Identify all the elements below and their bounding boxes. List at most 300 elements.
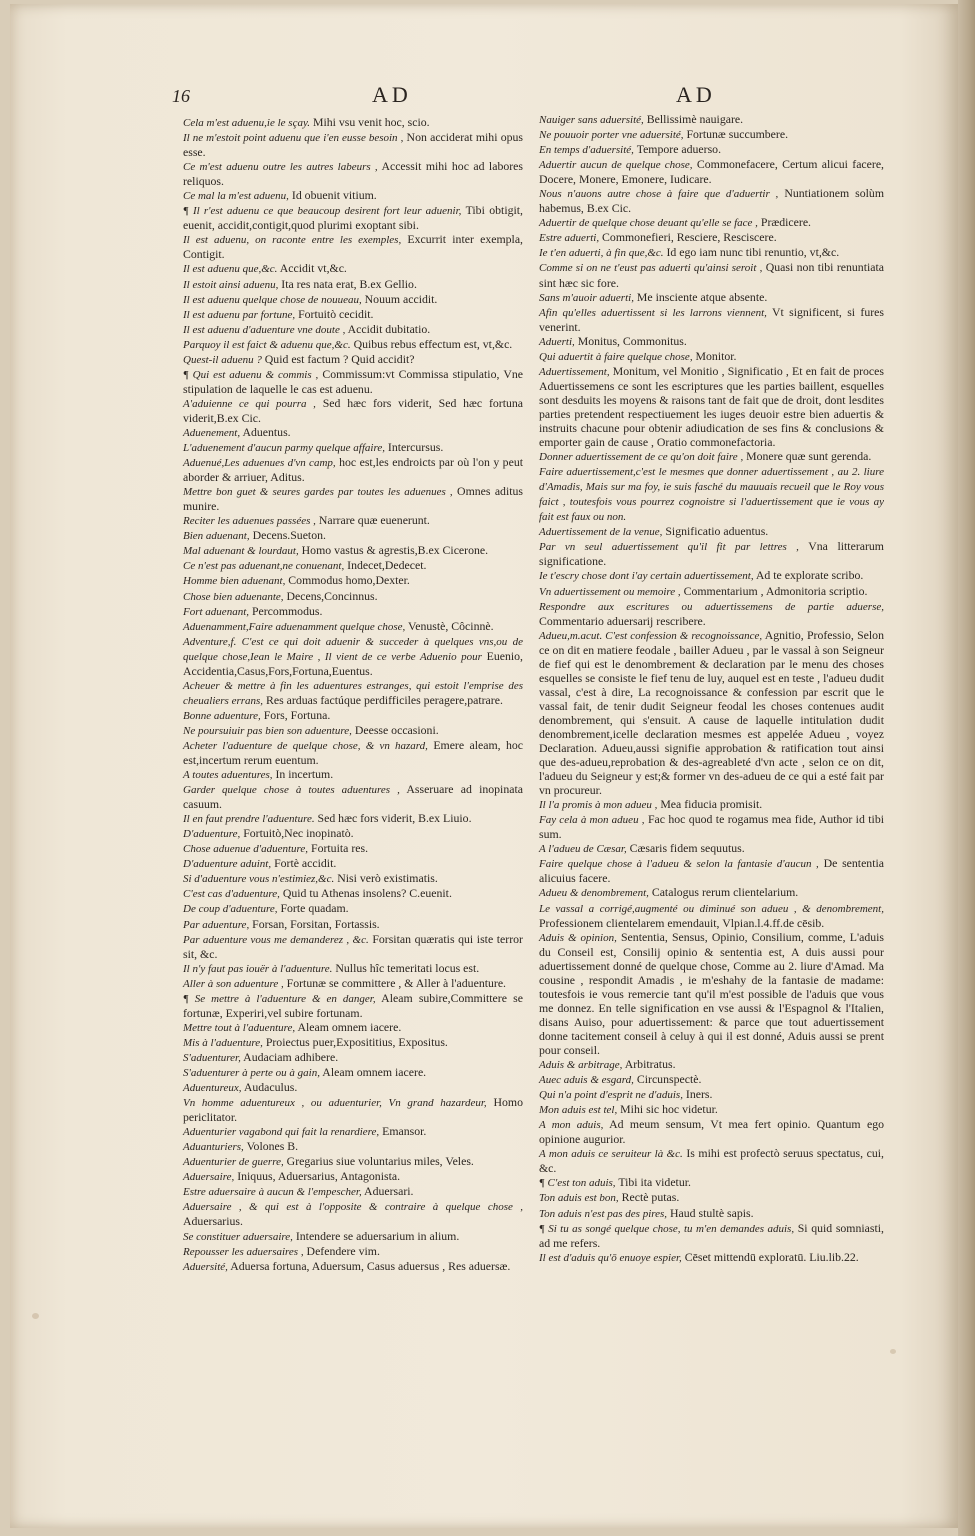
- dictionary-entry: [183, 991, 523, 1020]
- latin-gloss: Sententia, Sensus, Opinio, Consilium, comme, L'aduis du Conseil est, Consilij opinio & sententia est, A duis aussi pour aduertissement donné de quelque chose, Comme au 2. liure d'Amad. Ma cousine , respondit Amadis , ie m'eshahy de la fantasie de madame: toutesfois ie vous remercie tant qu'il m'est possible de l'aduis que vous me donnez. En telle signification en vse aussi & l'Espagnol & l'Italien, disans Auiso, pour aduertissement: & parce que tout aduertissement donne tacitement conseil à celuy à qui il est donné, Aduis aussi se prent pour conseil.: [539, 929, 884, 1057]
- latin-gloss: Venustè, Côcinnè.: [408, 618, 494, 633]
- latin-gloss: Monitus, Commonitus.: [577, 333, 687, 348]
- dictionary-entry: [183, 159, 523, 188]
- french-phrase: Aduertir aucun de quelque chose,: [539, 159, 693, 172]
- latin-gloss: Cēset mittendū exploratū. Liu.lib.22.: [684, 1249, 859, 1264]
- dictionary-entry: [183, 1154, 523, 1169]
- dictionary-entry: [183, 261, 523, 276]
- dictionary-entry: [183, 484, 523, 513]
- latin-gloss: Euenio, Accidentia,Casus,Fors,Fortuna,Euentus.: [183, 648, 523, 678]
- latin-gloss: Arbitratus.: [624, 1057, 676, 1072]
- french-phrase: Se constituer aduersaire,: [183, 1230, 293, 1243]
- dictionary-entry: [539, 1250, 884, 1265]
- latin-gloss: Proiectus puer,Exposititius, Expositus.: [265, 1034, 448, 1049]
- running-head-right: AD: [676, 82, 716, 107]
- french-phrase: Mis à l'aduenture,: [183, 1036, 263, 1049]
- dictionary-entry: [539, 841, 884, 856]
- dictionary-entry: [183, 277, 523, 292]
- dictionary-entry: [183, 573, 523, 588]
- french-phrase: Aduenué,Les aduenues d'vn camp,: [183, 457, 336, 470]
- french-phrase: Fort aduenant,: [183, 605, 249, 618]
- dictionary-entry: [183, 738, 523, 767]
- french-phrase: Aduersaire,: [183, 1171, 235, 1184]
- french-phrase: Parquoy il est faict & aduenu que,&c.: [183, 338, 351, 351]
- dictionary-entry: [183, 917, 523, 932]
- french-phrase: Aduenturier de guerre,: [183, 1156, 284, 1169]
- dictionary-entry: [183, 604, 523, 619]
- french-phrase: Aduersité,: [183, 1260, 228, 1273]
- french-phrase: Aduerti,: [539, 335, 575, 348]
- latin-gloss: Forsan, Forsitan, Fortassis.: [252, 916, 380, 931]
- french-phrase: Adueu,m.acut. C'est confession & recognoissance,: [539, 629, 763, 642]
- french-phrase: Il n'y faut pas iouër à l'aduenture.: [183, 962, 333, 975]
- dictionary-entry: [539, 930, 884, 1057]
- latin-gloss: Ad meum sensum, Vt mea fert opinio. Quantum ego opinione augurior.: [539, 1117, 884, 1147]
- latin-gloss: In incertum.: [275, 767, 334, 782]
- dictionary-entry: [183, 871, 523, 886]
- latin-gloss: Fortè accidit.: [274, 856, 337, 871]
- dictionary-entry: [539, 230, 884, 245]
- french-phrase: Ce mal la m'est aduenu,: [183, 190, 289, 203]
- french-phrase: De coup d'aduenture,: [183, 903, 278, 916]
- french-phrase: Le vassal a corrigé,augmenté ou diminué son adueu , & denombrement,: [539, 902, 884, 915]
- dictionary-entry: [539, 797, 884, 812]
- dictionary-entry: [183, 901, 523, 916]
- french-phrase: Adventure,f. C'est ce qui doit aduenir & succeder à quelques vns,ou de quelque chose,Iean le Maire , Il vient de ce verbe Aduenio pour: [183, 635, 523, 663]
- french-phrase: Ce n'est pas aduenant,ne conuenant,: [183, 560, 345, 573]
- dictionary-entry: [539, 568, 884, 583]
- dictionary-entry: [539, 1206, 884, 1221]
- french-phrase: ¶ Si tu as songé quelque chose, tu m'en demandes aduis,: [539, 1222, 795, 1235]
- dictionary-entry: [183, 767, 523, 782]
- french-phrase: ¶ C'est ton aduis,: [539, 1177, 616, 1190]
- dictionary-entry: [183, 634, 523, 678]
- dictionary-entry: [539, 349, 884, 364]
- latin-gloss: Aleam omnem iacere.: [322, 1065, 427, 1079]
- french-phrase: Ton aduis n'est pas des pires,: [539, 1207, 668, 1220]
- latin-gloss: Homo periclitator.: [183, 1095, 523, 1125]
- latin-gloss: Cæsaris fidem sequutus.: [629, 841, 745, 856]
- dictionary-entry: [183, 322, 523, 337]
- french-phrase: Il ne m'estoit point aduenu que i'en eusse besoin ,: [183, 132, 404, 145]
- dictionary-entry: [539, 1146, 884, 1175]
- dictionary-entry: [183, 307, 523, 322]
- french-phrase: Qui aduertit à faire quelque chose,: [539, 350, 693, 363]
- dictionary-entry: [183, 1050, 523, 1065]
- french-phrase: Comme si on ne t'eust pas aduerti qu'ainsi seroit ,: [539, 262, 763, 275]
- latin-gloss: Haud stultè sapis.: [670, 1205, 754, 1220]
- french-phrase: Mal aduenant & lourdaut,: [183, 545, 299, 558]
- french-phrase: Aduenturier vagabond qui fait la renardiere,: [183, 1126, 380, 1139]
- latin-gloss: Gregarius siue voluntarius miles, Veles.: [286, 1154, 474, 1169]
- french-phrase: S'aduenturer,: [183, 1051, 241, 1064]
- dictionary-entry: [183, 826, 523, 841]
- french-phrase: A mon aduis ce seruiteur là &c.: [539, 1148, 683, 1161]
- latin-gloss: Emere aleam, hoc est,incertum rerum euentum.: [183, 737, 523, 768]
- french-phrase: Aduertissement de la venue,: [539, 526, 663, 539]
- dictionary-entry: [539, 885, 884, 900]
- french-phrase: Aduenamment,Faire aduenamment quelque chose,: [183, 620, 406, 633]
- latin-gloss: Rectè putas.: [621, 1190, 680, 1205]
- latin-gloss: Catalogus rerum clientelarium.: [651, 885, 799, 900]
- latin-gloss: Id ego iam nunc tibi renuntio, vt,&c.: [666, 245, 840, 260]
- latin-gloss: Mihi sic hoc videtur.: [620, 1102, 718, 1117]
- french-phrase: Chose aduenue d'aduenture,: [183, 843, 309, 856]
- french-phrase: ¶ Se mettre à l'aduenture & en danger,: [183, 992, 376, 1005]
- dictionary-entry: [183, 1244, 523, 1259]
- french-phrase: D'aduenture aduint,: [183, 858, 272, 871]
- dictionary-entry: [183, 1184, 523, 1199]
- french-phrase: Aller à son aduenture ,: [183, 977, 284, 990]
- dictionary-entry: [183, 723, 523, 738]
- french-phrase: Ton aduis est bon,: [539, 1192, 619, 1205]
- latin-gloss: Tibi obtigit, euenit, accidit,contigit,quod plurimi exoptant sibi.: [183, 203, 523, 233]
- dictionary-entry: [183, 856, 523, 871]
- latin-gloss: Quid est factum ? Quid accidit?: [264, 351, 415, 366]
- dictionary-entry: [183, 130, 523, 159]
- dictionary-entry: [183, 619, 523, 634]
- latin-gloss: Decens.Sueton.: [252, 528, 326, 543]
- latin-gloss: Res arduas factúque perdifficiles peragere,patrare.: [266, 692, 503, 707]
- dictionary-entry: [539, 584, 884, 599]
- french-phrase: Il est aduenu d'aduenture vne doute ,: [183, 323, 346, 336]
- french-phrase: Si d'aduenture vous n'estimiez,&c.: [183, 873, 335, 886]
- latin-gloss: Vna litterarum significatione.: [539, 539, 884, 569]
- latin-gloss: Defendere vim.: [306, 1243, 380, 1258]
- french-phrase: Mettre bon guet & seures gardes par toutes les aduenues ,: [183, 486, 453, 499]
- french-phrase: Mon aduis est tel,: [539, 1104, 618, 1117]
- french-phrase: Afin qu'elles aduertissent si les larrons viennent,: [539, 306, 767, 319]
- dictionary-entry: [183, 543, 523, 558]
- latin-gloss: Aduersarius.: [183, 1214, 243, 1229]
- dictionary-entry: [539, 464, 884, 524]
- french-phrase: L'aduenement d'aucun parmy quelque affaire,: [183, 442, 385, 455]
- french-phrase: Aduertissement,: [539, 365, 610, 378]
- left-column: [183, 115, 523, 1274]
- french-phrase: Adueu & denombrement,: [539, 887, 649, 900]
- latin-gloss: Accidit dubitatio.: [347, 321, 431, 336]
- french-phrase: Qui n'a point d'esprit ne d'aduis,: [539, 1089, 683, 1102]
- dictionary-entry: [183, 188, 523, 203]
- dictionary-entry: [539, 628, 884, 798]
- french-phrase: Acheuer & mettre à fin les aduentures estranges, qui estoit l'emprise des cheualiers errans,: [183, 679, 523, 707]
- latin-gloss: Is mihi est profectò seruus spectatus, cui, &c.: [539, 1146, 885, 1176]
- dictionary-entry: [539, 812, 884, 841]
- dictionary-entry: [539, 599, 884, 628]
- dictionary-entry: [183, 1139, 523, 1154]
- dictionary-entry: [539, 856, 884, 885]
- french-phrase: Sans m'auoir aduerti,: [539, 291, 634, 304]
- latin-gloss: Accessit mihi hoc ad labores reliquos.: [183, 159, 523, 189]
- latin-gloss: Fors, Fortuna.: [263, 707, 331, 722]
- latin-gloss: Non acciderat mihi opus esse.: [183, 130, 523, 160]
- latin-gloss: Tibi ita videtur.: [618, 1175, 691, 1190]
- dictionary-entry: [539, 142, 884, 157]
- dictionary-entry: [183, 811, 523, 826]
- french-phrase: A l'adueu de Cæsar,: [539, 843, 627, 856]
- french-phrase: Ne pouuoir porter vne aduersité,: [539, 129, 684, 142]
- french-phrase: C'est cas d'aduenture,: [183, 888, 280, 901]
- latin-gloss: Fortunæ se committere , & Aller à l'aduenture.: [286, 975, 507, 990]
- dictionary-entry: [539, 449, 884, 464]
- dictionary-entry: [183, 203, 523, 232]
- french-phrase: Faire quelque chose à l'adueu & selon la fantasie d'aucun ,: [539, 858, 819, 871]
- latin-gloss: Percommodus.: [251, 603, 323, 618]
- french-phrase: Il est aduenu, on raconte entre les exemples,: [183, 234, 402, 247]
- french-phrase: Ce m'est aduenu outre les autres labeurs ,: [183, 161, 378, 174]
- dictionary-entry: [183, 1259, 523, 1274]
- latin-gloss: Nullus hîc temeritati locus est.: [335, 960, 480, 975]
- dictionary-entry: [183, 232, 523, 261]
- french-phrase: En temps d'aduersité,: [539, 144, 634, 157]
- dictionary-entry: [183, 1229, 523, 1244]
- french-phrase: S'aduenturer à perte ou à gain,: [183, 1067, 320, 1079]
- latin-gloss: Commonefacere, Certum alicui facere, Docere, Monere, Emonere, Iudicare.: [539, 157, 885, 187]
- french-phrase: Estre aduerti,: [539, 232, 600, 245]
- french-phrase: A mon aduis,: [539, 1119, 604, 1132]
- latin-gloss: Iners.: [685, 1087, 713, 1102]
- french-phrase: Il est d'aduis qu'ō enuoye espier,: [539, 1251, 682, 1264]
- latin-gloss: Aduersari.: [364, 1184, 414, 1199]
- latin-gloss: Quasi non tibi renuntiata sint hæc sic fore.: [539, 260, 885, 290]
- dictionary-entry: [539, 524, 884, 539]
- dictionary-entry: [539, 112, 884, 127]
- latin-gloss: Forte quadam.: [280, 901, 349, 916]
- dictionary-entry: [183, 425, 523, 440]
- latin-gloss: Commentarium , Admonitoria scriptio.: [683, 583, 868, 598]
- french-phrase: Donner aduertissement de ce qu'on doit faire ,: [539, 451, 744, 464]
- latin-gloss: Quid tu Athenas insolens? C.euenit.: [282, 886, 452, 901]
- french-phrase: Estre aduersaire à aucun & l'empescher,: [183, 1186, 362, 1199]
- latin-gloss: Nouum accidit.: [364, 291, 438, 306]
- dictionary-entry: [539, 1117, 884, 1146]
- latin-gloss: Bellissimè nauigare.: [646, 112, 744, 126]
- dictionary-entry: [539, 186, 884, 215]
- dictionary-entry: [183, 976, 523, 991]
- french-phrase: Ie t'en aduerti, à fin que,&c.: [539, 247, 664, 260]
- latin-gloss: Monere quæ sunt gerenda.: [746, 449, 872, 464]
- dictionary-entry: [539, 290, 884, 305]
- latin-gloss: Ita res nata erat, B.ex Gellio.: [281, 276, 417, 291]
- latin-gloss: Fortunæ succumbere.: [686, 127, 789, 142]
- latin-gloss: Fortuita res.: [311, 841, 369, 856]
- latin-gloss: Homo vastus & agrestis,B.ex Cicerone.: [301, 543, 489, 558]
- paper-stain: [32, 1313, 39, 1319]
- dictionary-entry: [183, 1124, 523, 1139]
- french-phrase: Auec aduis & esgard,: [539, 1074, 634, 1087]
- french-phrase: Vn aduertissement ou memoire ,: [539, 585, 681, 598]
- latin-gloss: Fac hoc quod te rogamus mea fide, Author id tibi sum.: [539, 812, 884, 842]
- latin-gloss: Aleam subire,Committere se fortunæ, Experiri,vel subire fortunam.: [183, 990, 523, 1020]
- french-phrase: Cela m'est aduenu,ie le sçay.: [183, 117, 310, 129]
- dictionary-entry: [183, 455, 523, 484]
- french-phrase: Il en faut prendre l'aduenture.: [183, 813, 315, 826]
- french-phrase: Respondre aux escritures ou aduertissemens de partie aduerse,: [539, 600, 884, 613]
- latin-gloss: Sed hæc fors viderit, Sed hæc fortuna viderit,B.ex Cic.: [183, 395, 524, 425]
- latin-gloss: Vt significent, si fures venerint.: [539, 304, 884, 334]
- dictionary-entry: [183, 352, 523, 367]
- french-phrase: Ne poursuiuir pas bien son aduenture,: [183, 724, 352, 737]
- dictionary-entry: [183, 1065, 523, 1080]
- latin-gloss: Commodus homo,Dexter.: [288, 573, 410, 588]
- french-phrase: Chose bien aduenante,: [183, 590, 284, 603]
- dictionary-entry: [183, 1020, 523, 1035]
- latin-gloss: Indecet,Dedecet.: [347, 558, 427, 573]
- dictionary-entry: [539, 1072, 884, 1087]
- french-phrase: Bonne aduenture,: [183, 709, 261, 722]
- latin-gloss: Agnitio, Professio, Selon ce on dit en matiere feodale , bailler Adueu , par le vassal à son Seigneur de fief qui est le denombrement & declaration par le menu des choses esquelles se consiste le fief tenu de luy, auquel est en teste , l'adueu dudit vassal, c'est à dire, La recognoissance & confession par escrit que le vassal fait, de tenir dudit Seigneur feodal les choses contenues audit denombrement, qui s'ensuit. A cause de laquelle intitulation dudit denombrement,icelle declaration mesmes est appelée Adueu , voyez Declaration. Adueu,aussi signifie approbation & ratification tout ainsi que des-adueu,reprobation & des-agreableté d'vn acte , selon ce on dit, l'adueu du Seigneur y est;& former vn des-adueu de ce qui a esté fait par vn procureur.: [539, 627, 884, 798]
- latin-gloss: Significatio aduentus.: [665, 524, 769, 539]
- dictionary-entry: [183, 932, 523, 961]
- dictionary-entry: [539, 364, 884, 449]
- french-phrase: Reciter les aduenues passées ,: [183, 515, 316, 528]
- dictionary-entry: [539, 539, 884, 568]
- latin-gloss: Commissum:vt Commissa stipulatio, Vne stipulation de laquelle le cas est aduenu.: [183, 366, 523, 396]
- french-phrase: Mettre tout à l'aduenture,: [183, 1021, 296, 1034]
- dictionary-entry: [539, 260, 884, 289]
- dictionary-entry: [539, 245, 884, 260]
- latin-gloss: Omnes aditus munire.: [183, 484, 523, 514]
- right-column: [539, 112, 884, 1265]
- french-phrase: Il est aduenu que,&c.: [183, 263, 278, 276]
- french-phrase: Aduenement,: [183, 426, 241, 439]
- latin-gloss: Mea fiducia promisit.: [660, 797, 763, 812]
- latin-gloss: Deesse occasioni.: [354, 722, 439, 737]
- french-phrase: Homme bien aduenant,: [183, 575, 286, 588]
- french-phrase: ¶ Il r'est aduenu ce que beaucoup desirent fort leur aduenir,: [183, 205, 462, 218]
- dictionary-entry: [539, 1221, 884, 1250]
- french-phrase: Aduersaire , & qui est à l'opposite & contraire à quelque chose ,: [183, 1201, 523, 1214]
- dictionary-entry: [183, 440, 523, 455]
- latin-gloss: Narrare quæ euenerunt.: [318, 513, 430, 528]
- dictionary-entry: [539, 1087, 884, 1102]
- dictionary-entry: [183, 841, 523, 856]
- dictionary-entry: [539, 157, 884, 186]
- latin-gloss: Commentario aduersarij rescribere.: [539, 613, 706, 628]
- dictionary-entry: [183, 589, 523, 604]
- latin-gloss: Mihi vsu venit hoc, scio.: [312, 115, 430, 129]
- latin-gloss: Excurrit inter exempla, Contigit.: [183, 232, 524, 262]
- french-phrase: D'aduenture,: [183, 828, 241, 841]
- latin-gloss: Quibus rebus effectum est, vt,&c.: [353, 336, 513, 351]
- latin-gloss: Nuntiationem solùm habemus, B.ex Cic.: [539, 186, 885, 216]
- latin-gloss: Commonefieri, Resciere, Resciscere.: [602, 230, 777, 245]
- french-phrase: A toutes aduentures,: [183, 769, 273, 782]
- french-phrase: Ie t'escry chose dont i'ay certain aduertissement,: [539, 570, 754, 583]
- latin-gloss: Ad te explorate scribo.: [755, 568, 864, 583]
- latin-gloss: Decens,Concinnus.: [286, 588, 378, 603]
- french-phrase: Repousser les aduersaires ,: [183, 1245, 304, 1258]
- latin-gloss: Accidit vt,&c.: [279, 261, 347, 276]
- dictionary-entry: [183, 1035, 523, 1050]
- dictionary-entry: [539, 1175, 884, 1190]
- latin-gloss: Audaculus.: [243, 1080, 298, 1095]
- latin-gloss: Fortuitò cecidit.: [298, 306, 374, 321]
- french-phrase: Par aduenture vous me demanderez , &c.: [183, 933, 369, 946]
- page-edge: [958, 0, 975, 1536]
- french-phrase: Aduis & opinion,: [539, 931, 617, 944]
- dictionary-entry: [183, 1080, 523, 1095]
- dictionary-entry: [539, 1190, 884, 1205]
- latin-gloss: Intendere se aduersarium in alium.: [295, 1228, 460, 1243]
- latin-gloss: Me insciente atque absente.: [636, 289, 768, 304]
- latin-gloss: Iniquus, Aduersarius, Antagonista.: [237, 1169, 401, 1184]
- paper-stain: [890, 1349, 896, 1354]
- latin-gloss: Professionem clientelarem emendauit, Vlpian.l.4.ff.de cēsib.: [539, 915, 825, 930]
- page-number: 16: [172, 86, 190, 106]
- latin-gloss: Prædicere.: [760, 215, 812, 230]
- latin-gloss: Monitum, vel Monitio , Significatio , Et en fait de proces Aduertissemens ce sont les escriptures que les parties baillent, esquelles sont desduits les moyens & raisons tant de fait que de droit, dont lesdites parties pretendent respectiuement les iuges deuoir estre bien aduertis & instruits chacune pour obtenir adiudication de ses fins & conclusions & emporter gain de cause , Oratio commonefactoria.: [539, 363, 884, 450]
- dictionary-entry: [183, 1095, 523, 1124]
- latin-gloss: Asseruare ad inopinata casuum.: [183, 782, 523, 812]
- latin-gloss: Emansor.: [382, 1124, 427, 1139]
- dictionary-entry: [539, 215, 884, 230]
- french-phrase: Il est aduenu par fortune,: [183, 308, 296, 321]
- french-phrase: Par vn seul aduertissement qu'il fit par lettres ,: [539, 541, 799, 554]
- latin-gloss: Nisi verò existimatis.: [337, 871, 438, 886]
- french-phrase: Garder quelque chose à toutes aduentures ,: [183, 784, 400, 797]
- latin-gloss: De sententia alicuius facere.: [539, 856, 884, 886]
- latin-gloss: Intercursus.: [387, 440, 444, 455]
- french-phrase: Aduanturiers,: [183, 1141, 244, 1154]
- latin-gloss: Aleam omnem iacere.: [297, 1019, 402, 1034]
- latin-gloss: Sed hæc fors viderit, B.ex Liuio.: [317, 811, 472, 826]
- running-head-left: AD: [372, 82, 412, 107]
- french-phrase: Il estoit ainsi aduenu,: [183, 278, 279, 291]
- french-phrase: Aduentureux,: [183, 1082, 242, 1095]
- dictionary-entry: [539, 901, 884, 930]
- french-phrase: Il est aduenu quelque chose de nouueau,: [183, 293, 362, 306]
- latin-gloss: Audaciam adhibere.: [243, 1049, 339, 1064]
- latin-gloss: Aduentus.: [242, 424, 291, 439]
- french-phrase: Quest-il aduenu ?: [183, 353, 262, 366]
- dictionary-entry: [183, 886, 523, 901]
- latin-gloss: Id obuenit vitium.: [291, 188, 377, 203]
- dictionary-entry: [183, 528, 523, 543]
- dictionary-entry: [183, 367, 523, 396]
- latin-gloss: Aduersa fortuna, Aduersum, Casus aduersus , Res aduersæ.: [230, 1258, 511, 1273]
- french-phrase: Par aduenture,: [183, 918, 250, 931]
- dictionary-entry: [183, 1199, 523, 1228]
- french-phrase: Faire aduertissement,c'est le mesmes que donner aduertissement , au 2. liure d'Amadis, Mais sur ma foy, ie suis fasché du mauuais recueil que le Roy vous faict , toutesfois vous pourrez cognoistre si l'aduertissement que ie vous ay fait est faux ou non.: [539, 466, 884, 524]
- french-phrase: Bien aduenant,: [183, 530, 250, 543]
- french-phrase: Aduertir de quelque chose deuant qu'elle se face ,: [539, 217, 758, 230]
- latin-gloss: Forsitan quæratis qui iste terror sit, &c.: [183, 931, 523, 961]
- dictionary-entry: [183, 1169, 523, 1184]
- french-phrase: Vn homme aduentureux , ou aduenturier, Vn grand hazardeur,: [183, 1097, 487, 1110]
- latin-gloss: Monitor.: [695, 348, 737, 363]
- dictionary-entry: [183, 708, 523, 723]
- dictionary-entry: [539, 1102, 884, 1117]
- french-phrase: Aduis & arbitrage,: [539, 1059, 623, 1072]
- dictionary-entry: [539, 305, 884, 334]
- french-phrase: Acheter l'aduenture de quelque chose, & vn hazard,: [183, 739, 428, 752]
- french-phrase: Fay cela à mon adueu ,: [539, 814, 645, 827]
- dictionary-entry: [183, 115, 523, 130]
- french-phrase: Il l'a promis à mon adueu ,: [539, 799, 658, 812]
- dictionary-entry: [183, 513, 523, 528]
- french-phrase: Nous n'auons autre chose à faire que d'aduertir ,: [539, 188, 779, 201]
- dictionary-entry: [183, 782, 523, 811]
- latin-gloss: Volones B.: [246, 1139, 299, 1154]
- dictionary-entry: [183, 558, 523, 573]
- latin-gloss: hoc est,les endroicts par où l'on y peut aborder & arriuer, Aditus.: [183, 455, 523, 485]
- french-phrase: ¶ Qui est aduenu & commis ,: [183, 368, 319, 381]
- latin-gloss: Circunspectè.: [636, 1072, 702, 1087]
- french-phrase: Nauiger sans aduersité,: [539, 114, 644, 126]
- dictionary-entry: [539, 1057, 884, 1072]
- latin-gloss: Tempore aduerso.: [636, 142, 722, 157]
